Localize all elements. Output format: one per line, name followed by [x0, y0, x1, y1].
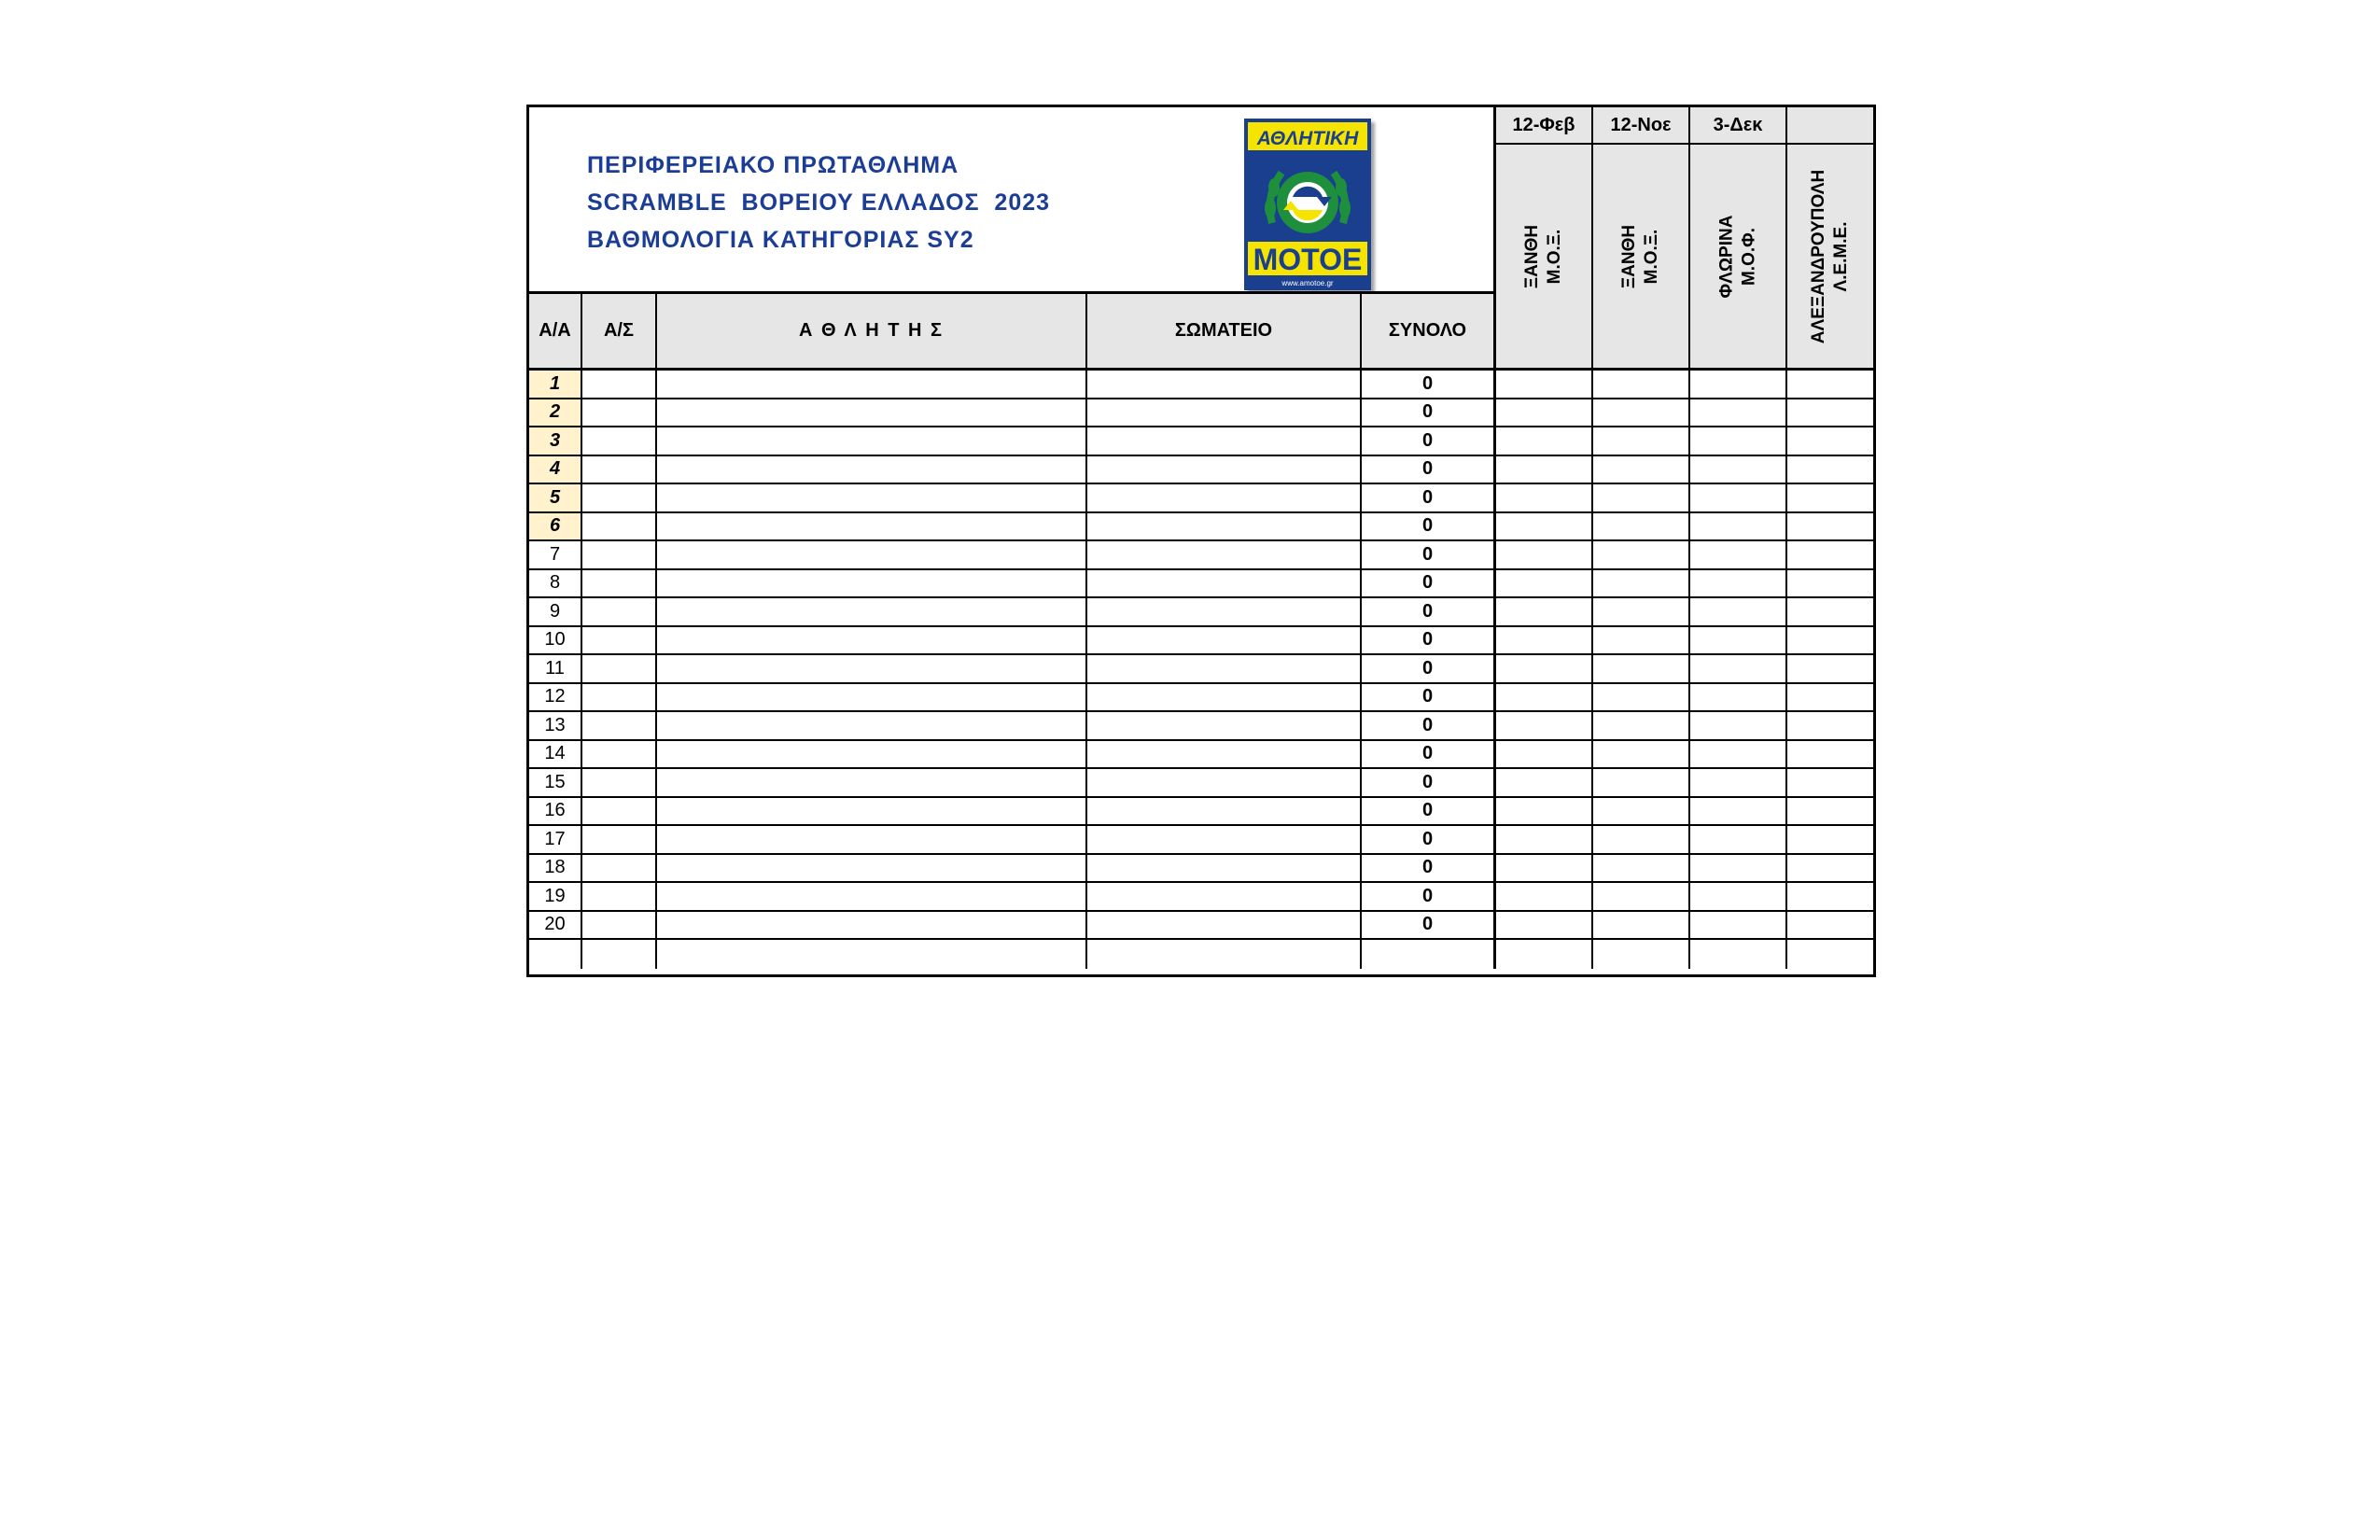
cell-event-2	[1593, 655, 1690, 682]
title-block	[529, 107, 1496, 294]
logo-top-text: ΑΘΛΗΤΙΚΗ	[1256, 128, 1359, 149]
cell-aa: 17	[529, 826, 582, 853]
cell-aa: 6	[529, 513, 582, 540]
cell-event-2	[1593, 541, 1690, 568]
cell-as	[582, 912, 657, 939]
cell-athlete	[657, 570, 1087, 597]
cell-event-3	[1690, 541, 1787, 568]
cell-event-1	[1496, 456, 1593, 483]
cell-athlete	[657, 513, 1087, 540]
cell-event-1	[1496, 741, 1593, 768]
cell-event-2	[1593, 627, 1690, 654]
cell-aa: 12	[529, 684, 582, 711]
cell-event-4	[1787, 769, 1873, 796]
cell-total: 0	[1362, 427, 1496, 455]
cell-event-4	[1787, 940, 1873, 969]
cell-as	[582, 456, 657, 483]
cell-event-4	[1787, 427, 1873, 455]
cell-athlete	[657, 655, 1087, 682]
cell-athlete	[657, 798, 1087, 825]
table-row	[529, 712, 1873, 741]
cell-event-2	[1593, 826, 1690, 853]
cell-event-1	[1496, 855, 1593, 882]
cell-as	[582, 712, 657, 739]
cell-total: 0	[1362, 912, 1496, 939]
cell-event-2	[1593, 940, 1690, 969]
cell-event-2	[1593, 883, 1690, 910]
cell-event-1	[1496, 769, 1593, 796]
cell-event-4	[1787, 883, 1873, 910]
cell-club	[1087, 940, 1362, 969]
cell-athlete	[657, 712, 1087, 739]
cell-event-3	[1690, 484, 1787, 511]
cell-total: 0	[1362, 826, 1496, 853]
logo-url-text: www.amotoe.gr	[1281, 279, 1334, 287]
cell-club	[1087, 655, 1362, 682]
event-venue-3	[1690, 145, 1787, 371]
cell-club	[1087, 427, 1362, 455]
cell-event-3	[1690, 513, 1787, 540]
cell-total: 0	[1362, 684, 1496, 711]
cell-athlete	[657, 883, 1087, 910]
cell-event-1	[1496, 684, 1593, 711]
cell-total: 0	[1362, 570, 1496, 597]
cell-event-4	[1787, 371, 1873, 398]
standings-sheet	[526, 105, 1876, 977]
cell-event-2	[1593, 912, 1690, 939]
cell-as	[582, 598, 657, 625]
table-row	[529, 769, 1873, 798]
table-row	[529, 371, 1873, 399]
cell-event-3	[1690, 598, 1787, 625]
table-row	[529, 570, 1873, 599]
column-header-as: Α/Σ	[582, 294, 657, 371]
cell-aa	[529, 940, 582, 969]
cell-event-1	[1496, 399, 1593, 427]
cell-as	[582, 427, 657, 455]
cell-event-2	[1593, 855, 1690, 882]
table-row	[529, 940, 1873, 969]
cell-club	[1087, 855, 1362, 882]
table-row	[529, 513, 1873, 542]
cell-event-1	[1496, 570, 1593, 597]
cell-event-4	[1787, 598, 1873, 625]
cell-event-1	[1496, 541, 1593, 568]
cell-total: 0	[1362, 456, 1496, 483]
event-date-4	[1787, 107, 1873, 145]
cell-aa: 19	[529, 883, 582, 910]
cell-athlete	[657, 912, 1087, 939]
cell-event-3	[1690, 371, 1787, 398]
cell-club	[1087, 371, 1362, 398]
title-line-1: ΠΕΡΙΦΕΡΕΙΑΚΟ ΠΡΩΤΑΘΛΗΜΑ	[587, 152, 959, 178]
cell-event-1	[1496, 598, 1593, 625]
table-row	[529, 826, 1873, 855]
cell-aa: 8	[529, 570, 582, 597]
amotoe-logo	[1244, 119, 1371, 290]
cell-event-4	[1787, 456, 1873, 483]
cell-club	[1087, 769, 1362, 796]
table-row	[529, 912, 1873, 941]
cell-total: 0	[1362, 598, 1496, 625]
cell-event-2	[1593, 684, 1690, 711]
cell-aa: 11	[529, 655, 582, 682]
venue-2-line-2: Μ.Ο.Ξ.	[1641, 229, 1661, 284]
table-row	[529, 484, 1873, 513]
cell-as	[582, 655, 657, 682]
table-row	[529, 684, 1873, 713]
cell-club	[1087, 741, 1362, 768]
cell-as	[582, 855, 657, 882]
cell-club	[1087, 684, 1362, 711]
cell-event-1	[1496, 912, 1593, 939]
cell-athlete	[657, 684, 1087, 711]
cell-event-1	[1496, 712, 1593, 739]
cell-event-4	[1787, 741, 1873, 768]
cell-as	[582, 826, 657, 853]
cell-aa: 1	[529, 371, 582, 398]
cell-total: 0	[1362, 655, 1496, 682]
cell-event-2	[1593, 712, 1690, 739]
cell-club	[1087, 826, 1362, 853]
cell-event-1	[1496, 883, 1593, 910]
cell-as	[582, 541, 657, 568]
cell-athlete	[657, 371, 1087, 398]
cell-as	[582, 741, 657, 768]
cell-club	[1087, 541, 1362, 568]
cell-event-3	[1690, 655, 1787, 682]
cell-event-4	[1787, 484, 1873, 511]
cell-as	[582, 570, 657, 597]
cell-as	[582, 769, 657, 796]
cell-total: 0	[1362, 798, 1496, 825]
event-venue-2	[1593, 145, 1690, 371]
cell-athlete	[657, 399, 1087, 427]
cell-event-4	[1787, 798, 1873, 825]
cell-event-2	[1593, 427, 1690, 455]
cell-event-1	[1496, 484, 1593, 511]
event-date-3: 3-Δεκ	[1690, 107, 1787, 145]
cell-event-1	[1496, 798, 1593, 825]
cell-event-1	[1496, 940, 1593, 969]
cell-athlete	[657, 826, 1087, 853]
table-row	[529, 598, 1873, 627]
cell-aa: 2	[529, 399, 582, 427]
cell-event-1	[1496, 371, 1593, 398]
cell-aa: 4	[529, 456, 582, 483]
event-date-1: 12-Φεβ	[1496, 107, 1593, 145]
cell-event-4	[1787, 399, 1873, 427]
cell-club	[1087, 513, 1362, 540]
cell-total: 0	[1362, 513, 1496, 540]
cell-event-3	[1690, 684, 1787, 711]
cell-club	[1087, 484, 1362, 511]
cell-aa: 10	[529, 627, 582, 654]
cell-event-4	[1787, 513, 1873, 540]
cell-total: 0	[1362, 541, 1496, 568]
cell-as	[582, 371, 657, 398]
cell-athlete	[657, 855, 1087, 882]
cell-athlete	[657, 769, 1087, 796]
table-row	[529, 627, 1873, 656]
cell-event-1	[1496, 627, 1593, 654]
cell-total: 0	[1362, 769, 1496, 796]
cell-club	[1087, 598, 1362, 625]
cell-athlete	[657, 427, 1087, 455]
event-venue-4	[1787, 145, 1873, 371]
cell-total: 0	[1362, 712, 1496, 739]
venue-4-line-1: ΑΛΕΞΑΝΔΡΟΥΠΟΛΗ	[1809, 169, 1828, 343]
cell-athlete	[657, 741, 1087, 768]
cell-event-4	[1787, 684, 1873, 711]
event-venue-1	[1496, 145, 1593, 371]
cell-event-2	[1593, 769, 1690, 796]
cell-aa: 3	[529, 427, 582, 455]
cell-event-3	[1690, 627, 1787, 654]
cell-event-3	[1690, 399, 1787, 427]
table-row	[529, 883, 1873, 912]
table-row	[529, 741, 1873, 770]
cell-club	[1087, 712, 1362, 739]
cell-aa: 13	[529, 712, 582, 739]
column-header-athlete: Α Θ Λ Η Τ Η Σ	[657, 294, 1087, 371]
cell-as	[582, 883, 657, 910]
cell-athlete	[657, 940, 1087, 969]
cell-event-3	[1690, 712, 1787, 739]
cell-aa: 20	[529, 912, 582, 939]
cell-event-2	[1593, 598, 1690, 625]
cell-total: 0	[1362, 627, 1496, 654]
cell-event-4	[1787, 826, 1873, 853]
venue-1-line-1: ΞΑΝΘΗ	[1521, 224, 1542, 288]
cell-total: 0	[1362, 484, 1496, 511]
cell-aa: 5	[529, 484, 582, 511]
cell-event-2	[1593, 371, 1690, 398]
table-row	[529, 456, 1873, 485]
cell-event-4	[1787, 655, 1873, 682]
cell-aa: 15	[529, 769, 582, 796]
cell-club	[1087, 883, 1362, 910]
venue-4-line-2: Λ.Ε.Μ.Ε.	[1831, 221, 1851, 291]
cell-total	[1362, 940, 1496, 969]
cell-athlete	[657, 627, 1087, 654]
cell-aa: 14	[529, 741, 582, 768]
cell-event-3	[1690, 798, 1787, 825]
cell-event-2	[1593, 456, 1690, 483]
cell-event-4	[1787, 855, 1873, 882]
cell-total: 0	[1362, 741, 1496, 768]
cell-total: 0	[1362, 371, 1496, 398]
cell-as	[582, 627, 657, 654]
cell-event-1	[1496, 427, 1593, 455]
table-row	[529, 541, 1873, 570]
cell-athlete	[657, 541, 1087, 568]
cell-athlete	[657, 484, 1087, 511]
cell-event-3	[1690, 741, 1787, 768]
cell-aa: 9	[529, 598, 582, 625]
cell-as	[582, 513, 657, 540]
column-header-club: ΣΩΜΑΤΕΙΟ	[1087, 294, 1362, 371]
cell-event-4	[1787, 712, 1873, 739]
column-header-aa: Α/Α	[529, 294, 582, 371]
cell-event-3	[1690, 940, 1787, 969]
cell-athlete	[657, 456, 1087, 483]
table-row	[529, 855, 1873, 884]
cell-club	[1087, 627, 1362, 654]
cell-event-2	[1593, 570, 1690, 597]
cell-total: 0	[1362, 399, 1496, 427]
cell-event-3	[1690, 826, 1787, 853]
cell-event-3	[1690, 456, 1787, 483]
cell-event-3	[1690, 855, 1787, 882]
cell-event-2	[1593, 399, 1690, 427]
cell-aa: 18	[529, 855, 582, 882]
cell-as	[582, 940, 657, 969]
table-row	[529, 798, 1873, 827]
cell-athlete	[657, 598, 1087, 625]
cell-club	[1087, 456, 1362, 483]
title-line-3: ΒΑΘΜΟΛΟΓΙΑ ΚΑΤΗΓΟΡΙΑΣ SY2	[587, 227, 974, 253]
cell-event-4	[1787, 570, 1873, 597]
cell-event-3	[1690, 883, 1787, 910]
logo-bottom-text: ΜΟΤΟΕ	[1253, 243, 1363, 276]
cell-event-3	[1690, 427, 1787, 455]
cell-club	[1087, 798, 1362, 825]
cell-event-1	[1496, 513, 1593, 540]
cell-as	[582, 798, 657, 825]
cell-event-3	[1690, 570, 1787, 597]
cell-event-4	[1787, 912, 1873, 939]
column-header-total: ΣΥΝΟΛΟ	[1362, 294, 1496, 371]
cell-aa: 16	[529, 798, 582, 825]
table-row	[529, 427, 1873, 456]
cell-event-4	[1787, 541, 1873, 568]
cell-total: 0	[1362, 883, 1496, 910]
cell-event-2	[1593, 484, 1690, 511]
cell-event-2	[1593, 741, 1690, 768]
cell-event-3	[1690, 769, 1787, 796]
cell-aa: 7	[529, 541, 582, 568]
cell-event-2	[1593, 798, 1690, 825]
venue-2-line-1: ΞΑΝΘΗ	[1618, 224, 1639, 288]
event-date-2: 12-Νοε	[1593, 107, 1690, 145]
cell-event-3	[1690, 912, 1787, 939]
cell-club	[1087, 570, 1362, 597]
cell-as	[582, 484, 657, 511]
standings-rows	[529, 371, 1873, 969]
cell-event-2	[1593, 513, 1690, 540]
cell-event-1	[1496, 826, 1593, 853]
cell-event-1	[1496, 655, 1593, 682]
title-lines	[587, 147, 1050, 259]
cell-club	[1087, 912, 1362, 939]
table-row	[529, 655, 1873, 684]
cell-total: 0	[1362, 855, 1496, 882]
cell-as	[582, 399, 657, 427]
cell-as	[582, 684, 657, 711]
venue-1-line-2: Μ.Ο.Ξ.	[1544, 229, 1564, 284]
cell-event-4	[1787, 627, 1873, 654]
venue-3-line-2: Μ.Ο.Φ.	[1739, 227, 1758, 286]
venue-3-line-1: ΦΛΩΡΙΝΑ	[1716, 215, 1736, 298]
title-line-2: SCRAMBLE ΒΟΡΕΙΟΥ ΕΛΛΑΔΟΣ 2023	[587, 189, 1051, 216]
cell-club	[1087, 399, 1362, 427]
table-row	[529, 399, 1873, 428]
